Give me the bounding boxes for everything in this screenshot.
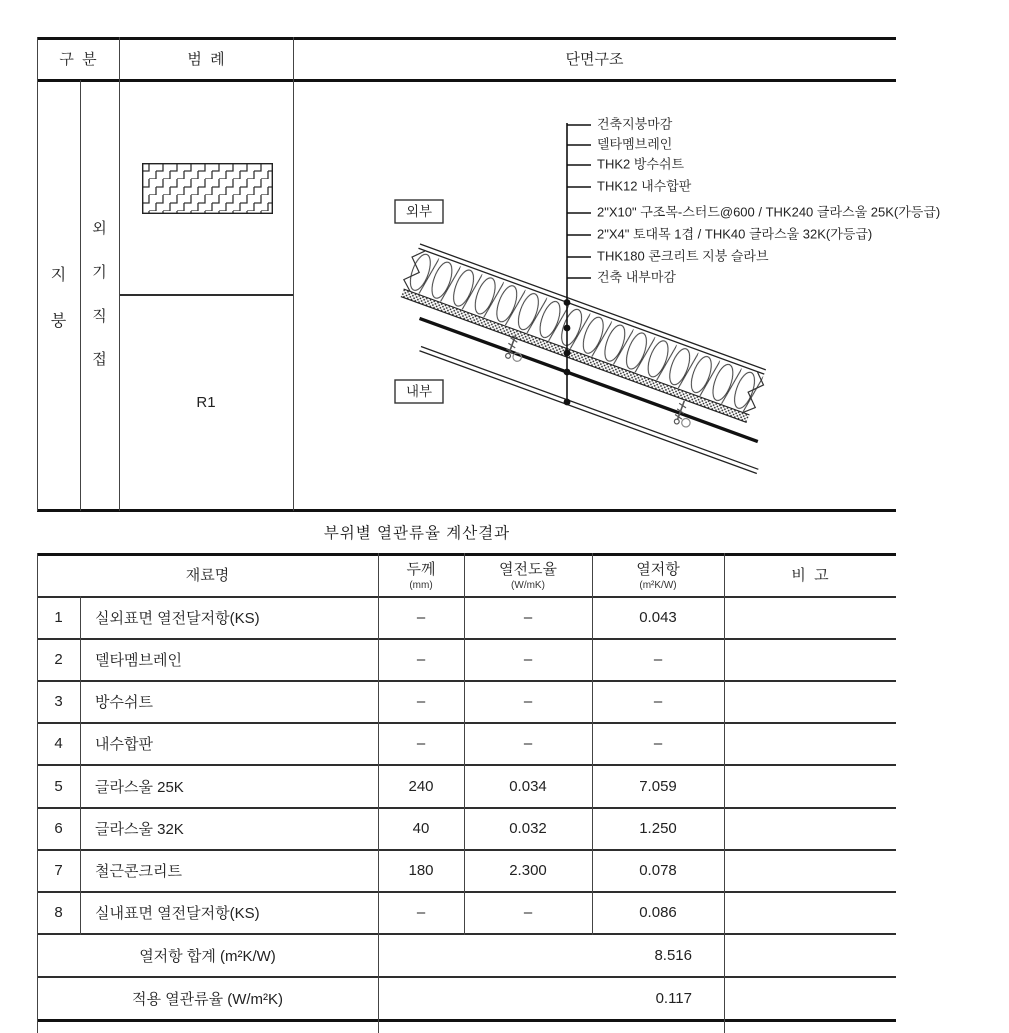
row-conductivity: – xyxy=(523,904,533,921)
leader-dot xyxy=(564,399,571,406)
col-header-conductivity xyxy=(464,553,592,596)
exposure-char: 접 xyxy=(92,351,107,368)
summary-value: 0.117 xyxy=(655,989,692,1007)
callout-label: THK2 방수쉬트 xyxy=(597,156,685,172)
row-no: 7 xyxy=(54,862,63,879)
row-material: 방수쉬트 xyxy=(95,694,153,711)
row-thickness: – xyxy=(416,609,426,626)
row-no: 6 xyxy=(54,820,63,837)
col-header-thickness-label: 두께 xyxy=(406,561,436,578)
calc-bottom-rule xyxy=(37,1019,896,1022)
row-conductivity: – xyxy=(523,693,533,710)
top-table-header-rule xyxy=(37,79,896,82)
row-no: 4 xyxy=(54,735,63,752)
row-thickness: 180 xyxy=(408,862,434,879)
row-conductivity: – xyxy=(523,609,533,626)
row-material: 내수합판 xyxy=(95,736,153,753)
table-row xyxy=(37,808,896,849)
leader-dot xyxy=(564,369,571,376)
row-resistance: 0.043 xyxy=(639,609,677,626)
row-resistance: – xyxy=(653,651,663,668)
row-no: 8 xyxy=(54,904,63,921)
summary-row-u-value xyxy=(37,977,896,1019)
summary-row-resistance-total xyxy=(37,934,896,976)
row-resistance: – xyxy=(653,735,663,752)
leader-dot xyxy=(564,299,571,306)
row-no: 2 xyxy=(54,651,63,668)
row-material: 실외표면 열전달저항(KS) xyxy=(95,610,260,627)
row-no: 3 xyxy=(54,693,63,710)
row-thickness: 240 xyxy=(408,777,434,795)
col-header-resistance-label: 열저항 xyxy=(636,561,680,578)
category-char: 붕 xyxy=(50,313,67,330)
outside-label-box xyxy=(395,200,443,223)
inside-label-box xyxy=(395,380,443,403)
row-no: 5 xyxy=(54,777,63,795)
exposure-char: 외 xyxy=(92,220,107,237)
table-row xyxy=(37,765,896,807)
callout-label: THK180 콘크리트 지붕 슬라브 xyxy=(597,248,769,264)
row-no: 1 xyxy=(54,609,63,626)
col-header-conductivity-label: 열전도율 xyxy=(499,561,557,578)
row-conductivity: 2.300 xyxy=(509,862,547,879)
callout-label: 건축지붕마감 xyxy=(597,116,673,132)
header-section-structure: 단면구조 xyxy=(565,51,624,68)
callout-labels xyxy=(597,116,940,284)
table-row xyxy=(37,723,896,764)
row-thickness: – xyxy=(416,904,426,921)
summary-label: 열저항 합계 (m²K/W) xyxy=(139,947,276,965)
summary-label: 적용 열관류율 (W/m²K) xyxy=(131,990,284,1008)
row-material: 실내표면 열전달저항(KS) xyxy=(95,905,260,922)
table-row xyxy=(37,597,896,638)
col-header-remark: 비 고 xyxy=(791,567,829,584)
callout-label: 2"X4" 토대목 1겹 / THK40 글라스울 32K(가등급) xyxy=(597,226,873,242)
table-row xyxy=(37,850,896,891)
row-thickness: – xyxy=(416,693,426,710)
col-header-thickness-unit: (mm) xyxy=(409,580,433,591)
callout-label: 건축 내부마감 xyxy=(597,269,676,285)
row-material: 철근콘크리트 xyxy=(95,863,182,880)
col-header-conductivity-unit: (W/mK) xyxy=(511,580,545,591)
callout-label: 2"X10" 구조목-스터드@600 / THK240 글라스울 25K(가등급) xyxy=(597,204,941,220)
roof-section-drawing xyxy=(293,85,1009,510)
leader-dot xyxy=(564,350,571,357)
row-material: 글라스울 32K xyxy=(95,821,184,838)
legend-split-rule xyxy=(119,294,294,296)
table-row xyxy=(37,639,896,680)
col-header-resistance xyxy=(592,553,724,596)
row-material: 글라스울 25K xyxy=(95,778,184,796)
callout-label: 델타멤브레인 xyxy=(597,136,673,152)
col-header-resistance-unit: (m²K/W) xyxy=(639,580,677,591)
row-resistance: 0.086 xyxy=(639,904,677,921)
col-header-material: 재료명 xyxy=(185,567,230,584)
category-char: 지 xyxy=(50,267,67,284)
legend-code: R1 xyxy=(196,393,216,411)
row-resistance: 1.250 xyxy=(639,820,677,837)
row-conductivity: 0.032 xyxy=(509,820,547,837)
calc-header-row xyxy=(37,553,896,596)
row-conductivity: 0.034 xyxy=(509,777,547,795)
swatch-rect xyxy=(143,164,273,214)
calc-table-title: 부위별 열관류율 계산결과 xyxy=(323,525,511,542)
leader-dot xyxy=(564,325,571,332)
row-resistance: 7.059 xyxy=(639,777,677,795)
row-resistance: – xyxy=(653,693,663,710)
exposure-char: 직 xyxy=(92,308,107,325)
row-material: 델타멤브레인 xyxy=(95,652,182,669)
table-row xyxy=(37,681,896,722)
row-thickness: – xyxy=(416,651,426,668)
exposure-char: 기 xyxy=(92,264,107,281)
row-resistance: 0.078 xyxy=(639,862,677,879)
header-legend: 범 례 xyxy=(187,51,225,68)
inside-label: 내부 xyxy=(405,384,433,400)
row-conductivity: – xyxy=(523,735,533,752)
callout-label: THK12 내수합판 xyxy=(597,178,692,194)
col-header-thickness xyxy=(378,553,464,596)
insulation-batt-swatch xyxy=(142,163,273,214)
row-thickness: – xyxy=(416,735,426,752)
summary-value: 8.516 xyxy=(654,946,692,964)
header-category: 구 분 xyxy=(59,51,97,68)
outside-label: 외부 xyxy=(405,204,433,220)
row-conductivity: – xyxy=(523,651,533,668)
row-thickness: 40 xyxy=(412,820,430,837)
top-table-divider xyxy=(80,80,81,511)
table-row xyxy=(37,892,896,933)
